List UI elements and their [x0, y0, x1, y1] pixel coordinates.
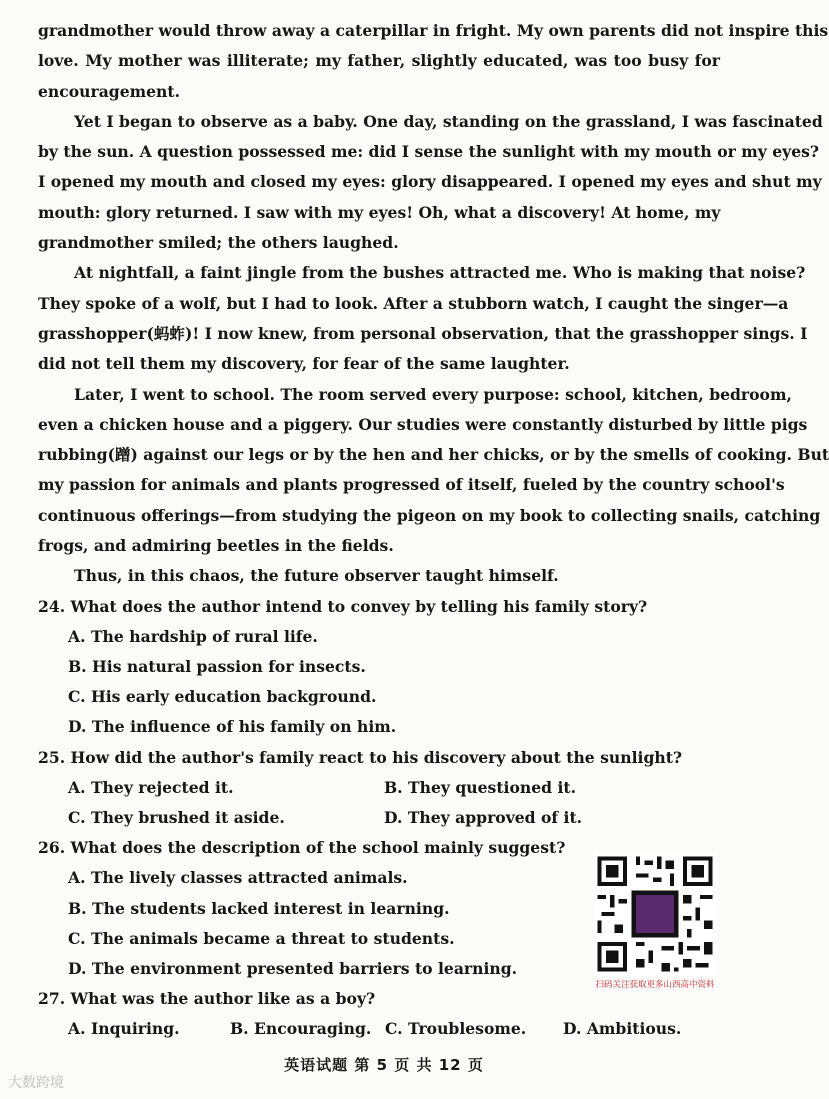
option-b: B. Encouraging.: [230, 1019, 372, 1039]
passage-line: by the sun. A question possessed me: did I sense the sunlight with my mouth or my eyes?: [38, 142, 820, 162]
passage-line: They spoke of a wolf, but I had to look. After a stubborn watch, I caught the singer—a: [38, 293, 789, 313]
option-c: C. They brushed it aside.: [68, 808, 285, 828]
question-stem: 25. How did the author's family react to his discovery about the sunlight?: [38, 747, 683, 767]
option-row: [38, 1014, 720, 1044]
passage-line: grasshopper(蚂蚱)! I now knew, from personal observation, that the grasshopper sings. I: [38, 323, 808, 343]
option-b: B. The students lacked interest in learning.: [68, 898, 450, 918]
option-c: C. The animals became a threat to students.: [68, 928, 455, 948]
passage-line: At nightfall, a faint jingle from the bushes attracted me. Who is making that noise?: [74, 263, 806, 283]
passage-line: love. My mother was illiterate; my father, slightly educated, was too busy for: [38, 51, 720, 71]
question-24: [38, 592, 720, 743]
option-a: A. The lively classes attracted animals.: [68, 868, 408, 888]
option-a: A. The hardship of rural life.: [68, 626, 318, 646]
passage-line: mouth: glory returned. I saw with my eyes! Oh, what a discovery! At home, my: [38, 202, 721, 222]
option-b: B. They questioned it.: [384, 777, 577, 797]
qr-code-icon[interactable]: [593, 852, 717, 976]
passage-line: Yet I began to observe as a baby. One day, standing on the grassland, I was fascinated: [74, 111, 823, 131]
passage-line: even a chicken house and a piggery. Our studies were constantly disturbed by little pigs: [38, 414, 808, 434]
passage-line: did not tell them my discovery, for fear of the same laughter.: [38, 354, 570, 374]
passage-line: Later, I went to school. The room served every purpose: school, kitchen, bedroom,: [74, 384, 792, 404]
passage-line: frogs, and admiring beetles in the fields.: [38, 536, 394, 556]
passage-line: my passion for animals and plants progressed of itself, fueled by the country school's: [38, 475, 785, 495]
option-d: D. They approved of it.: [384, 808, 583, 828]
watermark: 大数跨境: [8, 1075, 64, 1091]
page-footer: 英语试题 第 5 页 共 12 页: [284, 1056, 484, 1074]
option-a: A. Inquiring.: [68, 1019, 180, 1039]
passage-line: grandmother would throw away a caterpillar in fright. My own parents did not inspire this: [38, 21, 829, 40]
passage-line: continuous offerings—from studying the pigeon on my book to collecting snails, catching: [38, 505, 821, 525]
option-row: [38, 773, 720, 803]
option-d: D. The influence of his family on him.: [68, 717, 397, 737]
question-stem: 27. What was the author like as a boy?: [38, 989, 376, 1009]
option-c: C. His early education background.: [68, 687, 377, 707]
option-row: [38, 803, 720, 833]
passage-line: encouragement.: [38, 81, 181, 101]
question-25: [38, 743, 720, 834]
passage-line: grandmother smiled; the others laughed.: [38, 233, 399, 253]
question-27: [38, 984, 720, 1044]
option-b: B. His natural passion for insects.: [68, 657, 366, 677]
option-c: C. Troublesome.: [385, 1019, 527, 1039]
qr-code-block: [591, 852, 719, 990]
reading-passage: [38, 16, 829, 592]
qr-caption: 扫码关注获取更多山西高中资料: [595, 980, 715, 990]
passage-line: I opened my mouth and closed my eyes: glory disappeared. I opened my eyes and shut my: [38, 172, 822, 192]
option-d: D. The environment presented barriers to learning.: [68, 959, 518, 979]
question-stem: 24. What does the author intend to convey by telling his family story?: [38, 596, 648, 616]
question-stem: 26. What does the description of the school mainly suggest?: [38, 838, 566, 858]
passage-line: Thus, in this chaos, the future observer taught himself.: [74, 566, 559, 586]
passage-line: rubbing(蹭) against our legs or by the hen and her chicks, or by the smells of cooking. But: [38, 445, 829, 465]
option-a: A. They rejected it.: [68, 777, 234, 797]
option-d: D. Ambitious.: [563, 1019, 682, 1039]
